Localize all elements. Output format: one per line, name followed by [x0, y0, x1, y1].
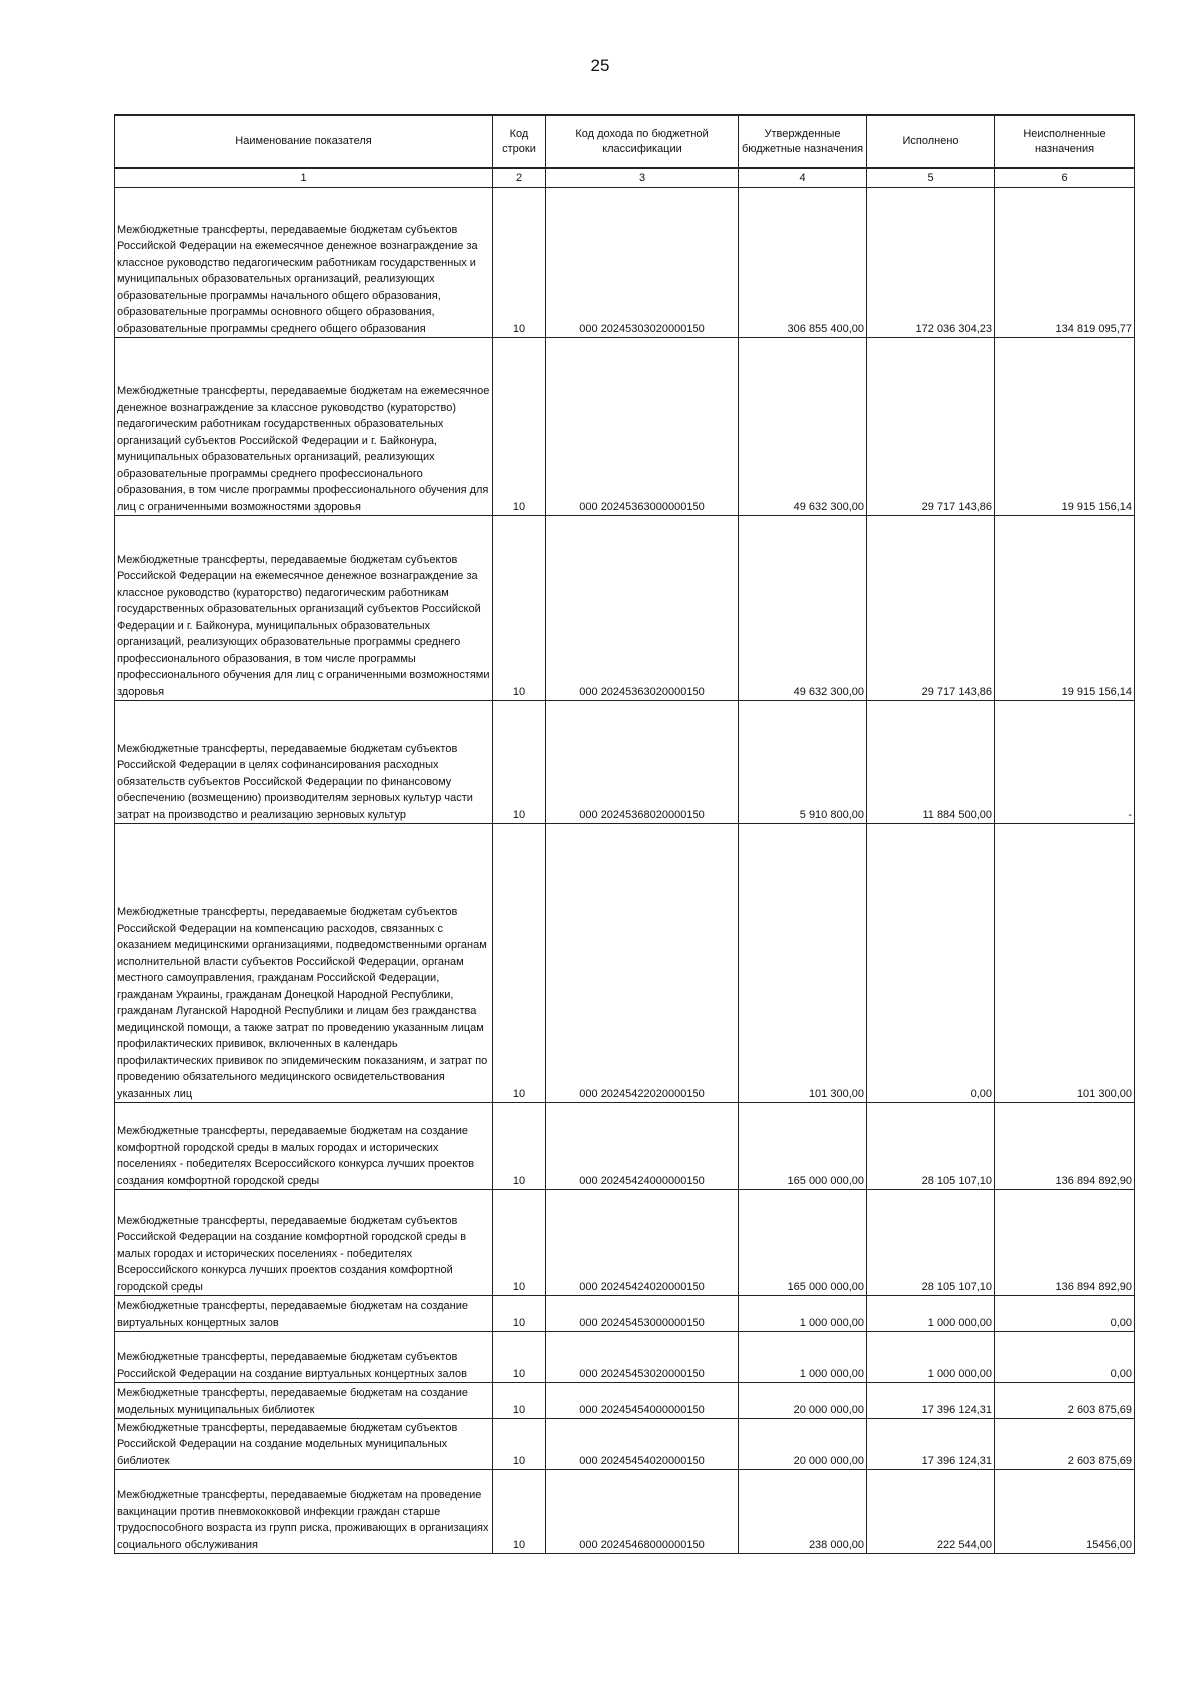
- row-unexecuted: 136 894 892,90: [995, 1103, 1135, 1190]
- column-number: 4: [739, 168, 867, 188]
- row-name: Межбюджетные трансферты, передаваемые бюджетам на создание модельных муниципальных библиотек: [115, 1383, 493, 1419]
- column-number-row: [115, 168, 1135, 188]
- row-income-code: 000 20245454020000150: [546, 1419, 739, 1470]
- row-income-code: 000 20245424020000150: [546, 1190, 739, 1296]
- table-row: [115, 188, 1135, 338]
- row-income-code: 000 20245424000000150: [546, 1103, 739, 1190]
- row-unexecuted: 0,00: [995, 1332, 1135, 1383]
- row-income-code: 000 20245363000000150: [546, 338, 739, 516]
- row-line-code: 10: [493, 1383, 546, 1419]
- row-executed: 172 036 304,23: [867, 188, 995, 338]
- row-line-code: 10: [493, 1470, 546, 1554]
- row-line-code: 10: [493, 1332, 546, 1383]
- row-approved: 165 000 000,00: [739, 1190, 867, 1296]
- row-executed: 17 396 124,31: [867, 1419, 995, 1470]
- page-number: 25: [590, 56, 610, 75]
- table-row: [115, 824, 1135, 1103]
- row-name: Межбюджетные трансферты, передаваемые бюджетам субъектов Российской Федерации на ежемесячное денежное вознаграждение за классное руководство педагогическим работникам государственных и муниципальных образовательных организаций, реализующих образовательные программы начального общего образования, образовательные программы основного общего образования, образовательные программы среднего общего образования: [115, 188, 493, 338]
- row-approved: 20 000 000,00: [739, 1383, 867, 1419]
- row-executed: 1 000 000,00: [867, 1296, 995, 1332]
- row-line-code: 10: [493, 1103, 546, 1190]
- table-row: [115, 701, 1135, 824]
- row-executed: 1 000 000,00: [867, 1332, 995, 1383]
- header-unexecuted: Неисполненные назначения: [995, 115, 1135, 168]
- row-income-code: 000 20245454000000150: [546, 1383, 739, 1419]
- row-line-code: 10: [493, 188, 546, 338]
- table-header-row: [115, 115, 1135, 168]
- header-line-code: Код строки: [493, 115, 546, 168]
- table-row: [115, 1419, 1135, 1470]
- row-line-code: 10: [493, 516, 546, 701]
- row-approved: 238 000,00: [739, 1470, 867, 1554]
- row-name: Межбюджетные трансферты, передаваемые бюджетам субъектов Российской Федерации на компенсацию расходов, связанных с оказанием медицинскими организациями, подведомственными органам исполнительной власти субъектов Российской Федерации, органам местного самоуправления, гражданам Российской Федерации, гражданам Украины, гражданам Донецкой Народной Республики, гражданам Луганской Народной Республики и лицам без гражданства медицинской помощи, а также затрат по проведению указанным лицам профилактических прививок, включенных в календарь профилактических прививок по эпидемическим показаниям, и затрат по проведению обязательного медицинского освидетельствования указанных лиц: [115, 824, 493, 1103]
- row-name: Межбюджетные трансферты, передаваемые бюджетам на ежемесячное денежное вознаграждение за классное руководство (кураторство) педагогическим работникам государственных образовательных организаций субъектов Российской Федерации и г. Байконура, муниципальных образовательных организаций, реализующих образовательные программы среднего профессионального образования, в том числе программы профессионального обучения для лиц с ограниченными возможностями здоровья: [115, 338, 493, 516]
- row-name: Межбюджетные трансферты, передаваемые бюджетам на создание виртуальных концертных залов: [115, 1296, 493, 1332]
- row-executed: 11 884 500,00: [867, 701, 995, 824]
- row-approved: 165 000 000,00: [739, 1103, 867, 1190]
- row-name: Межбюджетные трансферты, передаваемые бюджетам на создание комфортной городской среды в малых городах и исторических поселениях - победителях Всероссийского конкурса лучших проектов создания комфортной городской среды: [115, 1103, 493, 1190]
- row-approved: 306 855 400,00: [739, 188, 867, 338]
- row-approved: 101 300,00: [739, 824, 867, 1103]
- row-approved: 5 910 800,00: [739, 701, 867, 824]
- column-number: 3: [546, 168, 739, 188]
- row-unexecuted: 2 603 875,69: [995, 1383, 1135, 1419]
- column-number: 2: [493, 168, 546, 188]
- row-income-code: 000 20245468000000150: [546, 1470, 739, 1554]
- row-income-code: 000 20245303020000150: [546, 188, 739, 338]
- row-executed: 28 105 107,10: [867, 1103, 995, 1190]
- row-line-code: 10: [493, 1190, 546, 1296]
- row-executed: 17 396 124,31: [867, 1383, 995, 1419]
- budget-report-table: [114, 114, 1135, 1554]
- row-unexecuted: -: [995, 701, 1135, 824]
- row-executed: 29 717 143,86: [867, 338, 995, 516]
- row-line-code: 10: [493, 701, 546, 824]
- row-unexecuted: 15456,00: [995, 1470, 1135, 1554]
- row-approved: 1 000 000,00: [739, 1332, 867, 1383]
- row-line-code: 10: [493, 824, 546, 1103]
- row-approved: 1 000 000,00: [739, 1296, 867, 1332]
- row-line-code: 10: [493, 1296, 546, 1332]
- table-row: [115, 338, 1135, 516]
- table-row: [115, 1190, 1135, 1296]
- row-approved: 49 632 300,00: [739, 338, 867, 516]
- row-income-code: 000 20245453000000150: [546, 1296, 739, 1332]
- table-row: [115, 1296, 1135, 1332]
- row-approved: 20 000 000,00: [739, 1419, 867, 1470]
- row-income-code: 000 20245422020000150: [546, 824, 739, 1103]
- row-name: Межбюджетные трансферты, передаваемые бюджетам субъектов Российской Федерации на создание модельных муниципальных библиотек: [115, 1419, 493, 1470]
- column-number: 6: [995, 168, 1135, 188]
- row-name: Межбюджетные трансферты, передаваемые бюджетам субъектов Российской Федерации на ежемесячное денежное вознаграждение за классное руководство (кураторство) педагогическим работникам государственных образовательных организаций субъектов Российской Федерации и г. Байконура, муниципальных образовательных организаций, реализующих образовательные программы среднего профессионального образования, в том числе программы профессионального обучения для лиц с ограниченными возможностями здоровья: [115, 516, 493, 701]
- row-line-code: 10: [493, 338, 546, 516]
- row-executed: 0,00: [867, 824, 995, 1103]
- row-income-code: 000 20245363020000150: [546, 516, 739, 701]
- table-row: [115, 1470, 1135, 1554]
- row-name: Межбюджетные трансферты, передаваемые бюджетам субъектов Российской Федерации в целях софинансирования расходных обязательств субъектов Российской Федерации по финансовому обеспечению (возмещению) производителям зерновых культур части затрат на производство и реализацию зерновых культур: [115, 701, 493, 824]
- row-executed: 28 105 107,10: [867, 1190, 995, 1296]
- table-row: [115, 1103, 1135, 1190]
- row-executed: 222 544,00: [867, 1470, 995, 1554]
- table-row: [115, 516, 1135, 701]
- header-approved: Утвержденные бюджетные назначения: [739, 115, 867, 168]
- row-approved: 49 632 300,00: [739, 516, 867, 701]
- column-number: 5: [867, 168, 995, 188]
- row-unexecuted: 0,00: [995, 1296, 1135, 1332]
- header-executed: Исполнено: [867, 115, 995, 168]
- row-unexecuted: 19 915 156,14: [995, 516, 1135, 701]
- row-unexecuted: 134 819 095,77: [995, 188, 1135, 338]
- row-unexecuted: 136 894 892,90: [995, 1190, 1135, 1296]
- table-row: [115, 1332, 1135, 1383]
- row-income-code: 000 20245368020000150: [546, 701, 739, 824]
- row-unexecuted: 2 603 875,69: [995, 1419, 1135, 1470]
- row-name: Межбюджетные трансферты, передаваемые бюджетам субъектов Российской Федерации на создание комфортной городской среды в малых городах и исторических поселениях - победителях Всероссийского конкурса лучших проектов создания комфортной городской среды: [115, 1190, 493, 1296]
- header-income-code: Код дохода по бюджетной классификации: [546, 115, 739, 168]
- row-executed: 29 717 143,86: [867, 516, 995, 701]
- row-income-code: 000 20245453020000150: [546, 1332, 739, 1383]
- row-unexecuted: 101 300,00: [995, 824, 1135, 1103]
- header-name: Наименование показателя: [115, 115, 493, 168]
- row-line-code: 10: [493, 1419, 546, 1470]
- row-name: Межбюджетные трансферты, передаваемые бюджетам на проведение вакцинации против пневмококковой инфекции граждан старше трудоспособного возраста из групп риска, проживающих в организациях социального обслуживания: [115, 1470, 493, 1554]
- table-row: [115, 1383, 1135, 1419]
- row-name: Межбюджетные трансферты, передаваемые бюджетам субъектов Российской Федерации на создание виртуальных концертных залов: [115, 1332, 493, 1383]
- row-unexecuted: 19 915 156,14: [995, 338, 1135, 516]
- column-number: 1: [115, 168, 493, 188]
